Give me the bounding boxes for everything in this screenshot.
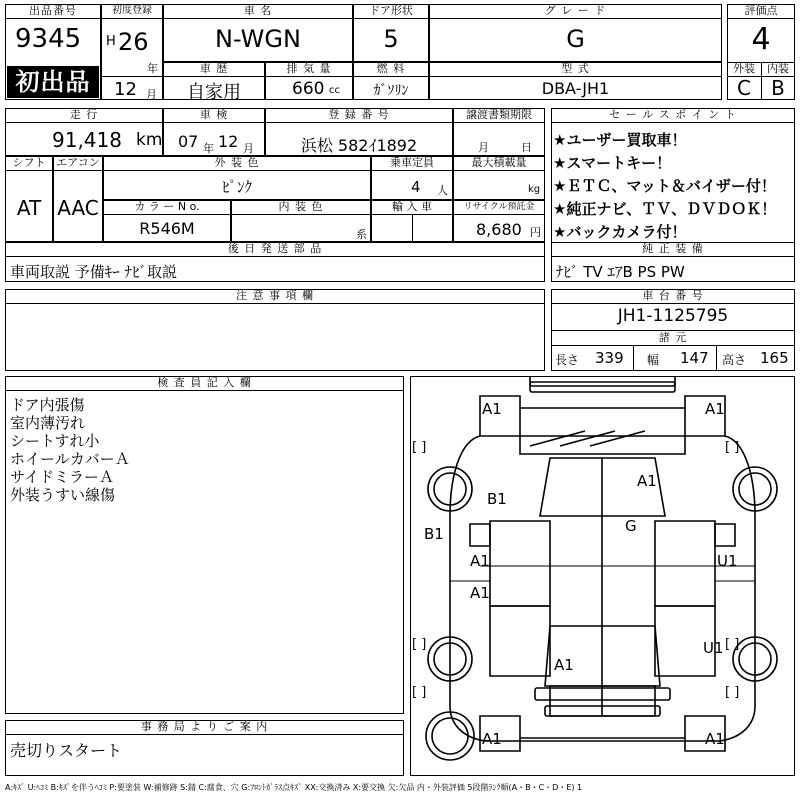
inspector-label: 検 査 員 記 入 欄 — [5, 376, 404, 391]
interior-score: B — [771, 76, 785, 100]
sales-point: ★バックカメラ付！ — [553, 223, 687, 241]
color: ﾋﾟﾝｸ — [221, 178, 252, 196]
sales-point: ★純正ナビ、ＴＶ、ＤＶＤＯＫ！ — [553, 200, 777, 218]
grade-label: グ レ ー ド — [429, 4, 722, 19]
bracket-label: [ ] — [725, 440, 740, 455]
parts-label: 後 日 発 送 部 品 — [5, 242, 545, 257]
history-label: 車 歴 — [163, 62, 265, 77]
notes-label: 注 意 事 項 欄 — [5, 289, 545, 304]
plate: 浜松 582ｲ1892 — [300, 136, 418, 155]
score: 4 — [751, 22, 771, 57]
sales-point: ★ＥＴＣ、マット＆バイザー付！ — [553, 177, 776, 195]
mileage-unit: km — [136, 130, 163, 150]
inspection-month-unit: 月 — [243, 142, 254, 155]
damage-mark: A1 — [554, 656, 574, 674]
car-name-label: 車 名 — [163, 4, 353, 19]
inspection-year-unit: 年 — [203, 142, 214, 155]
bracket-label: [ ] — [412, 440, 427, 455]
bracket-label: [ ] — [412, 637, 427, 652]
recycle-fee: 8,680 — [476, 220, 522, 239]
legend: A:ｷｽﾞ U:ﾍｺﾐ B:ｷｽﾞを伴うﾍｺﾐ P:要塗装 W:補修跡 S:錆 C:腐食、穴 G:ﾌﾛﾝﾄｶﾞﾗｽ点ｷｽﾞ XX:交換済み X:要交換 欠:欠品 内・外装評価 5段階ﾗﾝｸ順(A・B・C・D・E) 1 — [5, 783, 583, 792]
damage-mark: G — [625, 517, 637, 535]
shift-label: シフト — [5, 156, 53, 171]
inspection-label: 車 検 — [163, 108, 265, 123]
shift: AT — [16, 196, 42, 220]
length-label: 長さ — [555, 353, 580, 367]
ac-label: エアコン — [53, 156, 103, 171]
damage-mark: A1 — [470, 552, 490, 570]
ac: AAC — [57, 196, 99, 220]
color-no-label: カ ラ ー N o. — [103, 200, 231, 215]
plate-label: 登 録 番 号 — [265, 108, 453, 123]
fuel: ｶﾞｿﾘﾝ — [373, 83, 409, 99]
displacement: 660 — [292, 79, 325, 99]
history: 自家用 — [187, 82, 241, 103]
inspection-year: 07 — [178, 132, 199, 151]
inspector-line: シートすれ小 — [10, 432, 100, 450]
interior-label: 内装 — [761, 62, 795, 77]
year-unit: 年 — [147, 62, 158, 75]
damage-mark: U1 — [703, 639, 724, 657]
transfer-label: 譲渡書類期限 — [453, 108, 545, 123]
interior-color-unit: 系 — [356, 228, 367, 241]
mileage-label: 走 行 — [5, 108, 163, 123]
max-load-label: 最大積載量 — [453, 156, 545, 171]
chassis-label: 車 台 番 号 — [551, 289, 795, 304]
transfer-day-unit: 日 — [521, 141, 532, 154]
sales-point: ★ユーザー買取車！ — [553, 131, 687, 149]
damage-mark: A1 — [705, 400, 725, 418]
width-label: 幅 — [647, 353, 660, 367]
era-letter: H — [106, 34, 116, 49]
damage-mark: A1 — [637, 472, 657, 490]
inspector-line: ドア内張傷 — [10, 396, 85, 414]
interior-color-label: 内 装 色 — [231, 200, 371, 215]
month-unit: 月 — [146, 88, 157, 101]
damage-mark: A1 — [482, 400, 502, 418]
height-label: 高さ — [722, 353, 747, 367]
sales-points-label: セ ー ル ス ポ イ ン ト — [551, 108, 795, 123]
capacity: 4 — [411, 178, 421, 196]
model: DBA-JH1 — [541, 79, 610, 98]
inspector-line: 室内薄汚れ — [10, 414, 86, 432]
inspector-line: 外装うすい線傷 — [10, 486, 116, 504]
lot-number: 9345 — [15, 24, 82, 54]
color-label: 外 装 色 — [103, 156, 371, 171]
car-diagram — [410, 376, 795, 776]
width: 147 — [680, 349, 709, 367]
exterior-label: 外装 — [727, 62, 761, 77]
inspection-month: 12 — [218, 132, 239, 151]
reg-month: 12 — [114, 79, 137, 100]
first-listing-badge: 初出品 — [7, 66, 99, 98]
recycle-unit: 円 — [530, 226, 541, 239]
exterior-score: C — [737, 76, 751, 100]
damage-mark: A1 — [705, 730, 725, 748]
damage-mark: B1 — [424, 525, 444, 543]
damage-mark: U1 — [717, 552, 738, 570]
damage-mark: A1 — [482, 730, 502, 748]
capacity-unit: 人 — [437, 184, 448, 197]
door-label: ドア形状 — [353, 4, 429, 19]
damage-mark: A1 — [470, 584, 490, 602]
displacement-unit: cc — [329, 85, 340, 96]
import-label: 輸 入 車 — [371, 200, 453, 215]
chassis: JH1-1125795 — [617, 306, 729, 326]
office-label: 事 務 局 よ り ご 案 内 — [5, 720, 404, 735]
car-name: N-WGN — [215, 25, 301, 53]
transfer-month-unit: 月 — [478, 141, 489, 154]
capacity-label: 乗車定員 — [371, 156, 453, 171]
sales-point: ★スマートキー！ — [553, 154, 672, 172]
recycle-label: リサイクル預託金 — [453, 200, 545, 215]
max-load-unit: kg — [528, 184, 541, 195]
inspector-line: サイドミラーＡ — [10, 468, 114, 486]
doors: 5 — [383, 25, 399, 53]
lot-label: 出品番号 — [5, 4, 101, 19]
height: 165 — [760, 349, 789, 367]
color-no: R546M — [139, 219, 195, 238]
equipment-label: 純 正 装 備 — [551, 242, 795, 257]
fuel-label: 燃 料 — [353, 62, 429, 77]
model-label: 型 式 — [429, 62, 722, 77]
score-label: 評価点 — [727, 4, 795, 19]
damage-mark: B1 — [487, 490, 507, 508]
reg-year: 26 — [118, 28, 149, 56]
dims-label: 諸 元 — [551, 330, 795, 346]
inspector-line: ホイールカバーＡ — [10, 450, 130, 468]
bracket-label: [ ] — [725, 637, 740, 652]
office-text: 売切りスタート — [10, 741, 123, 760]
equipment: ﾅﾋﾞ TV ｴｱB PS PW — [556, 263, 685, 281]
length: 339 — [595, 349, 624, 367]
bracket-label: [ ] — [412, 685, 427, 700]
displacement-label: 排 気 量 — [265, 62, 353, 77]
mileage: 91,418 — [52, 128, 122, 152]
grade: G — [566, 25, 585, 53]
bracket-label: [ ] — [725, 685, 740, 700]
parts: 車両取説 予備ｷｰ ﾅﾋﾞ取説 — [10, 263, 178, 281]
first-reg-label: 初度登録 — [101, 4, 163, 19]
